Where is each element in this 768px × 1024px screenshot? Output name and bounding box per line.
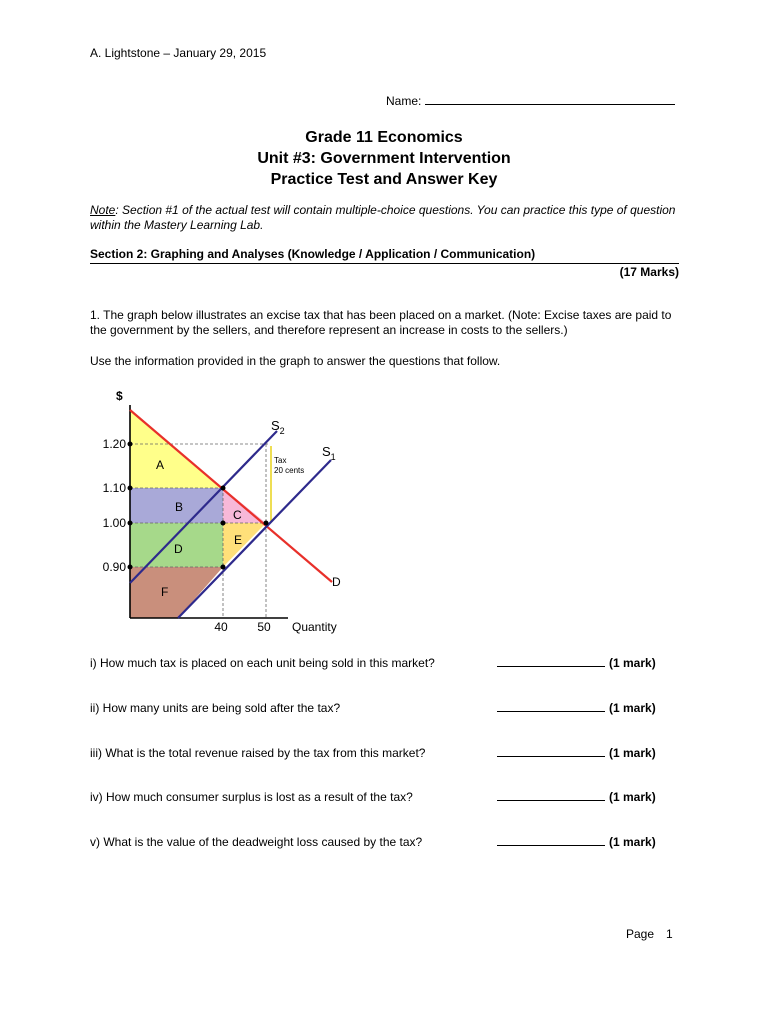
name-blank-line[interactable] <box>425 93 675 105</box>
mark-iv: (1 mark) <box>609 790 656 804</box>
title-line-2: Unit #3: Government Intervention <box>257 150 511 167</box>
excise-tax-chart <box>88 383 358 638</box>
region-a-label: A <box>156 458 165 472</box>
question-i: i) How much tax is placed on each unit being sold in this market? <box>90 656 435 670</box>
note-label: Note <box>90 203 116 217</box>
title-line-1: Grade 11 Economics <box>305 129 463 146</box>
question-iv: iv) How much consumer surplus is lost as a result of the tax? <box>90 790 413 804</box>
curve-label-d: D <box>332 575 341 589</box>
name-field <box>386 93 675 108</box>
mark-i: (1 mark) <box>609 656 656 670</box>
answer-blank-iv[interactable] <box>497 790 605 801</box>
section-marks: (17 Marks) <box>619 265 679 279</box>
region-f <box>130 567 223 618</box>
tax-annotation-line2: 20 cents <box>274 466 305 475</box>
y-tick-1-10: 1.10 <box>102 481 126 495</box>
answer-iii <box>497 746 656 760</box>
name-label: Name: <box>386 94 422 108</box>
page-footer <box>626 927 673 941</box>
region-b-label: B <box>175 500 184 514</box>
question-1-text: 1. The graph below illustrates an excise tax that has been placed on a market. (Note: Excise taxes are paid to the government by the sellers, and therefore represent an increase in costs to the sellers.) <box>90 308 672 337</box>
answer-v <box>497 835 656 849</box>
question-v: v) What is the value of the deadweight loss caused by the tax? <box>90 835 423 849</box>
region-f-label: F <box>161 585 169 599</box>
answer-blank-i[interactable] <box>497 656 605 667</box>
section-heading: Section 2: Graphing and Analyses (Knowledge / Application / Communication) <box>90 247 679 264</box>
region-d-label: D <box>174 542 183 556</box>
y-tick-1-20: 1.20 <box>102 437 126 451</box>
author-date-line: A. Lightstone – January 29, 2015 <box>90 46 267 60</box>
document-title <box>0 127 768 190</box>
answer-blank-v[interactable] <box>497 835 605 846</box>
answer-ii <box>497 701 656 715</box>
region-c-label: C <box>233 508 242 522</box>
y-axis-label: $ <box>116 389 123 403</box>
x-axis-label: Quantity <box>292 620 337 634</box>
question-1-instruction: Use the information provided in the graph to answer the questions that follow. <box>90 354 501 368</box>
tax-annotation-line1: Tax <box>274 456 287 465</box>
title-line-3: Practice Test and Answer Key <box>270 171 498 188</box>
curve-label-s1: $S_1$ <box>322 444 336 462</box>
y-tick-0-90: 0.90 <box>102 560 126 574</box>
y-tick-1-00: 1.00 <box>102 516 126 530</box>
page-label: Page <box>626 927 655 941</box>
question-ii: ii) How many units are being sold after the tax? <box>90 701 341 715</box>
note-text: : Section #1 of the actual test will contain multiple-choice questions. You can practice this type of question within the Mastery Learning Lab. <box>90 203 676 232</box>
answer-blank-iii[interactable] <box>497 746 605 757</box>
x-tick-50: 50 <box>257 620 271 634</box>
x-tick-40: 40 <box>214 620 228 634</box>
mark-ii: (1 mark) <box>609 701 656 715</box>
curve-label-s2: $S_2$ <box>271 418 285 436</box>
region-e <box>223 523 266 567</box>
page-number: 1 <box>666 927 673 941</box>
answer-blank-ii[interactable] <box>497 701 605 712</box>
note-paragraph <box>90 203 680 233</box>
region-e-label: E <box>234 533 243 547</box>
question-iii: iii) What is the total revenue raised by the tax from this market? <box>90 746 426 760</box>
mark-v: (1 mark) <box>609 835 656 849</box>
mark-iii: (1 mark) <box>609 746 656 760</box>
answer-iv <box>497 790 656 804</box>
answer-i <box>497 656 656 670</box>
